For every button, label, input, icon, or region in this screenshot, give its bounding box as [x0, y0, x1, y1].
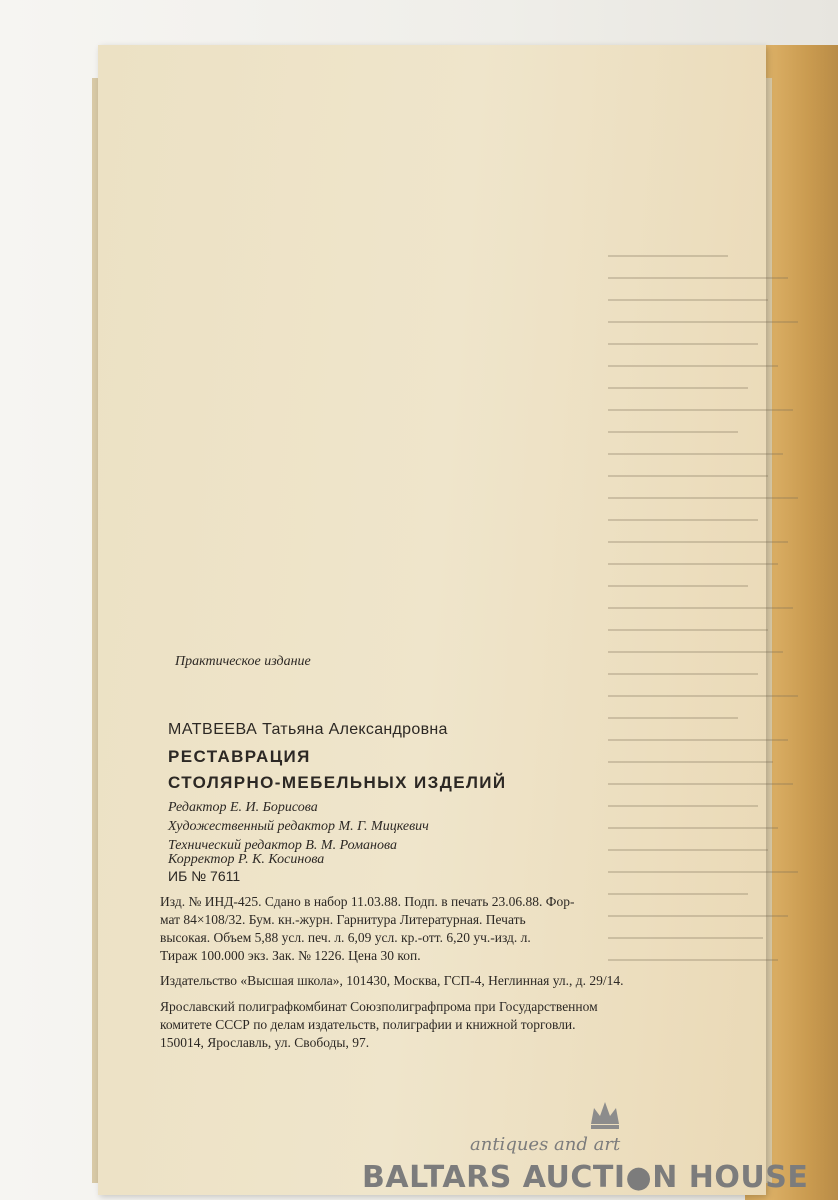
print-data-block	[160, 893, 682, 965]
author-name	[168, 721, 448, 739]
credit-technical-editor: Технический редактор В. М. Романова	[168, 838, 397, 853]
credit-proofreader: Корректор Р. К. Косинова	[168, 852, 325, 867]
ib-number: ИБ № 7611	[168, 868, 241, 884]
publisher-line	[160, 972, 682, 990]
printer-line: 150014, Ярославль, ул. Свободы, 97.	[160, 1035, 370, 1050]
series-label: Практическое издание	[175, 654, 311, 669]
printer-block	[160, 998, 682, 1052]
printer-line: Ярославский полиграфкомбинат Союзполиграфпрома при Государственном	[160, 999, 598, 1014]
print-data-line: высокая. Объем 5,88 усл. печ. л. 6,09 усл. кр.-отт. 6,20 уч.-изд. л.	[160, 930, 531, 945]
printer-line: комитете СССР по делам издательств, полиграфии и книжной торговли.	[160, 1017, 576, 1032]
author-surname: МАТВЕЕВА	[168, 721, 258, 738]
credit-art-editor: Художественный редактор М. Г. Мицкевич	[168, 819, 429, 834]
print-data-line: мат 84×108/32. Бум. кн.-журн. Гарнитура Литературная. Печать	[160, 912, 526, 927]
watermark-name: BALTARS AUCTI●N HOUSE	[362, 1160, 809, 1195]
print-data-line: Изд. № ИНД-425. Сдано в набор 11.03.88. Подп. в печать 23.06.88. Фор-	[160, 894, 575, 909]
credit-editor: Редактор Е. И. Борисова	[168, 800, 318, 815]
author-given-names: Татьяна Александровна	[262, 721, 448, 738]
print-data-line: Тираж 100.000 экз. Зак. № 1226. Цена 30 коп.	[160, 948, 421, 963]
publisher-address: Издательство «Высшая школа», 101430, Москва, ГСП-4, Неглинная ул., д. 29/14.	[160, 973, 624, 988]
crown-icon	[588, 1098, 622, 1130]
watermark-tagline: antiques and art	[470, 1134, 621, 1155]
book-title-line-2: СТОЛЯРНО-МЕБЕЛЬНЫХ ИЗДЕЛИЙ	[168, 773, 507, 792]
book-title-line-1: РЕСТАВРАЦИЯ	[168, 747, 311, 766]
